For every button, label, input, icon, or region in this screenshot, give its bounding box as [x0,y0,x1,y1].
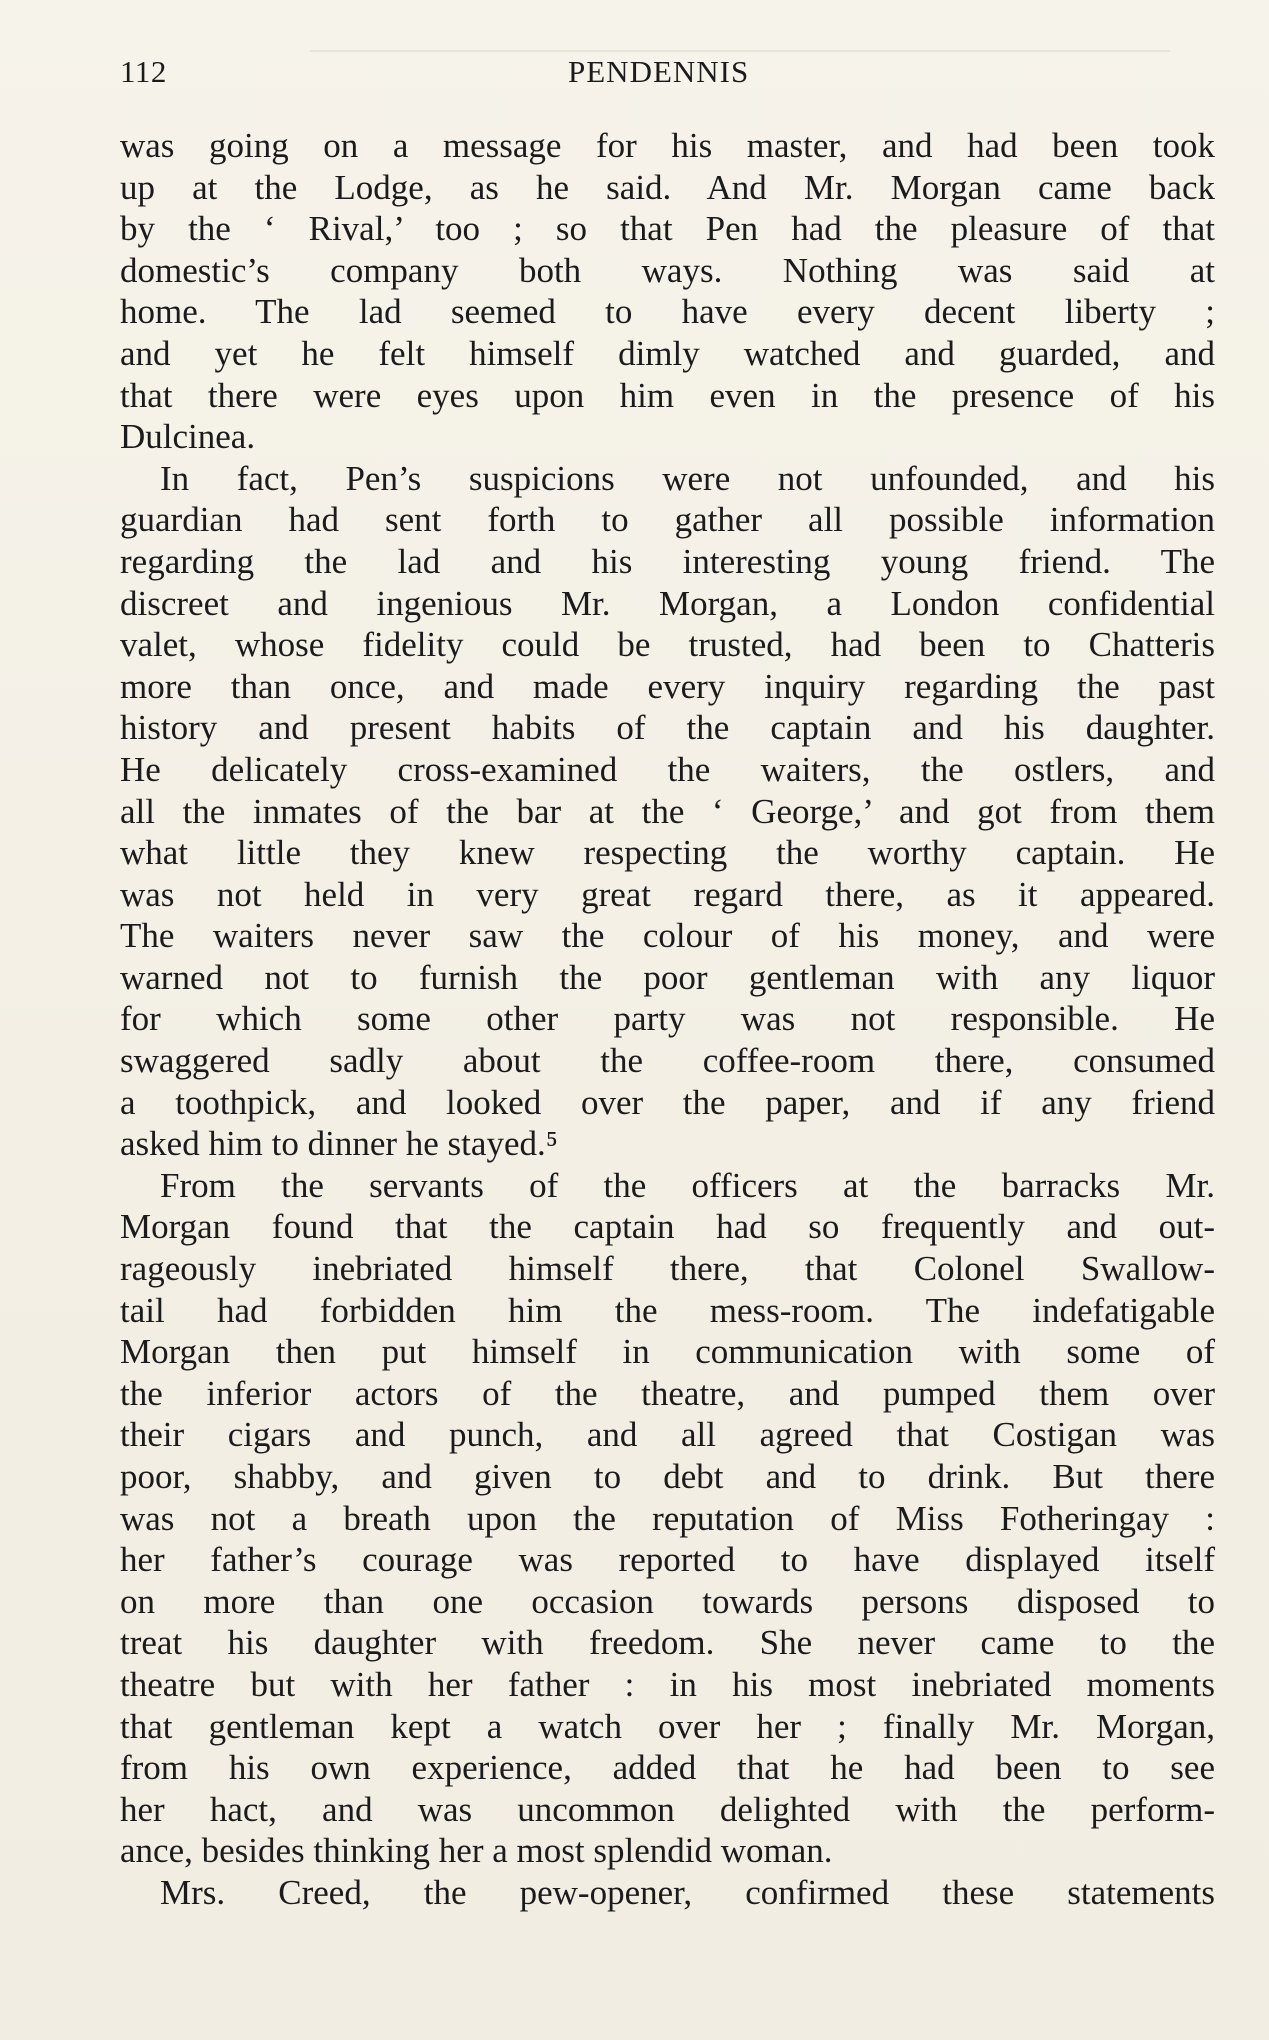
text-line: tail had forbidden him the mess-room. The indefatigable [120,1290,1215,1330]
text-line: poor, shabby, and given to debt and to drink. But there [120,1457,1215,1496]
text-line: The waiters never saw the colour of his money, and were [120,916,1215,956]
text-line: In fact, Pen’s suspicions were not unfounded, and his [160,458,1215,498]
text-line: that there were eyes upon him even in the presence of his [120,375,1215,415]
text-line: her father’s courage was reported to have displayed itself [120,1540,1215,1580]
running-head [120,50,1210,94]
text-line: her hact, and was uncommon delighted with the perform- [120,1789,1215,1829]
text-line: for which some other party was not responsible. He [120,999,1215,1039]
text-line: more than once, and made every inquiry regarding the past [120,666,1215,706]
text-line: history and present habits of the captain and his daughter. [120,708,1215,748]
text-line: was not held in very great regard there, as it appeared. [120,874,1215,914]
text-line: what little they knew respecting the worthy captain. He [120,833,1215,873]
body-text [120,125,1215,1914]
text-line: ance, besides thinking her a most splendid woman. [120,1831,833,1871]
text-line: home. The lad seemed to have every decent liberty ; [120,292,1215,332]
text-line: their cigars and punch, and all agreed that Costigan was [120,1415,1215,1455]
text-line: from his own experience, added that he had been to see [120,1748,1215,1788]
text-line: asked him to dinner he stayed.⁵ [120,1124,558,1164]
text-line: was not a breath upon the reputation of Miss Fotheringay : [120,1498,1215,1538]
text-line: that gentleman kept a watch over her ; finally Mr. Morgan, [120,1706,1215,1746]
text-line: the inferior actors of the theatre, and pumped them over [120,1373,1215,1413]
text-line: treat his daughter with freedom. She never came to the [120,1623,1215,1663]
text-line: on more than one occasion towards persons disposed to [120,1581,1215,1621]
text-line: Morgan then put himself in communication with some of [120,1332,1215,1372]
text-line: was going on a message for his master, and had been took [120,126,1215,165]
text-line: warned not to furnish the poor gentleman with any liquor [120,957,1215,997]
text-line: by the ‘ Rival,’ too ; so that Pen had the pleasure of that [120,209,1215,249]
text-line: a toothpick, and looked over the paper, and if any friend [120,1082,1215,1122]
text-line: regarding the lad and his interesting young friend. The [120,541,1215,581]
text-line: and yet he felt himself dimly watched and guarded, and [120,333,1215,373]
text-line: Dulcinea. [120,417,256,457]
text-line: all the inmates of the bar at the ‘ George,’ and got from them [120,791,1215,831]
text-line: domestic’s company both ways. Nothing was said at [120,250,1215,290]
text-line: up at the Lodge, as he said. And Mr. Morgan came back [120,167,1215,207]
text-line: rageously inebriated himself there, that Colonel Swallow- [120,1249,1215,1289]
text-line: Morgan found that the captain had so frequently and out- [120,1207,1215,1247]
text-line: He delicately cross-examined the waiters, the ostlers, and [120,749,1215,789]
text-line: From the servants of the officers at the barracks Mr. [160,1165,1215,1205]
text-line: discreet and ingenious Mr. Morgan, a London confidential [120,583,1215,623]
text-line: Mrs. Creed, the pew-opener, confirmed these statements [160,1872,1215,1912]
text-line: theatre but with her father : in his most inebriated moments [120,1664,1215,1704]
book-title: PENDENNIS [568,54,750,89]
page-number: 112 [120,54,167,89]
text-line: guardian had sent forth to gather all possible information [120,500,1215,540]
text-line: valet, whose fidelity could be trusted, had been to Chatteris [120,625,1215,665]
text-line: swaggered sadly about the coffee-room there, consumed [120,1041,1215,1081]
